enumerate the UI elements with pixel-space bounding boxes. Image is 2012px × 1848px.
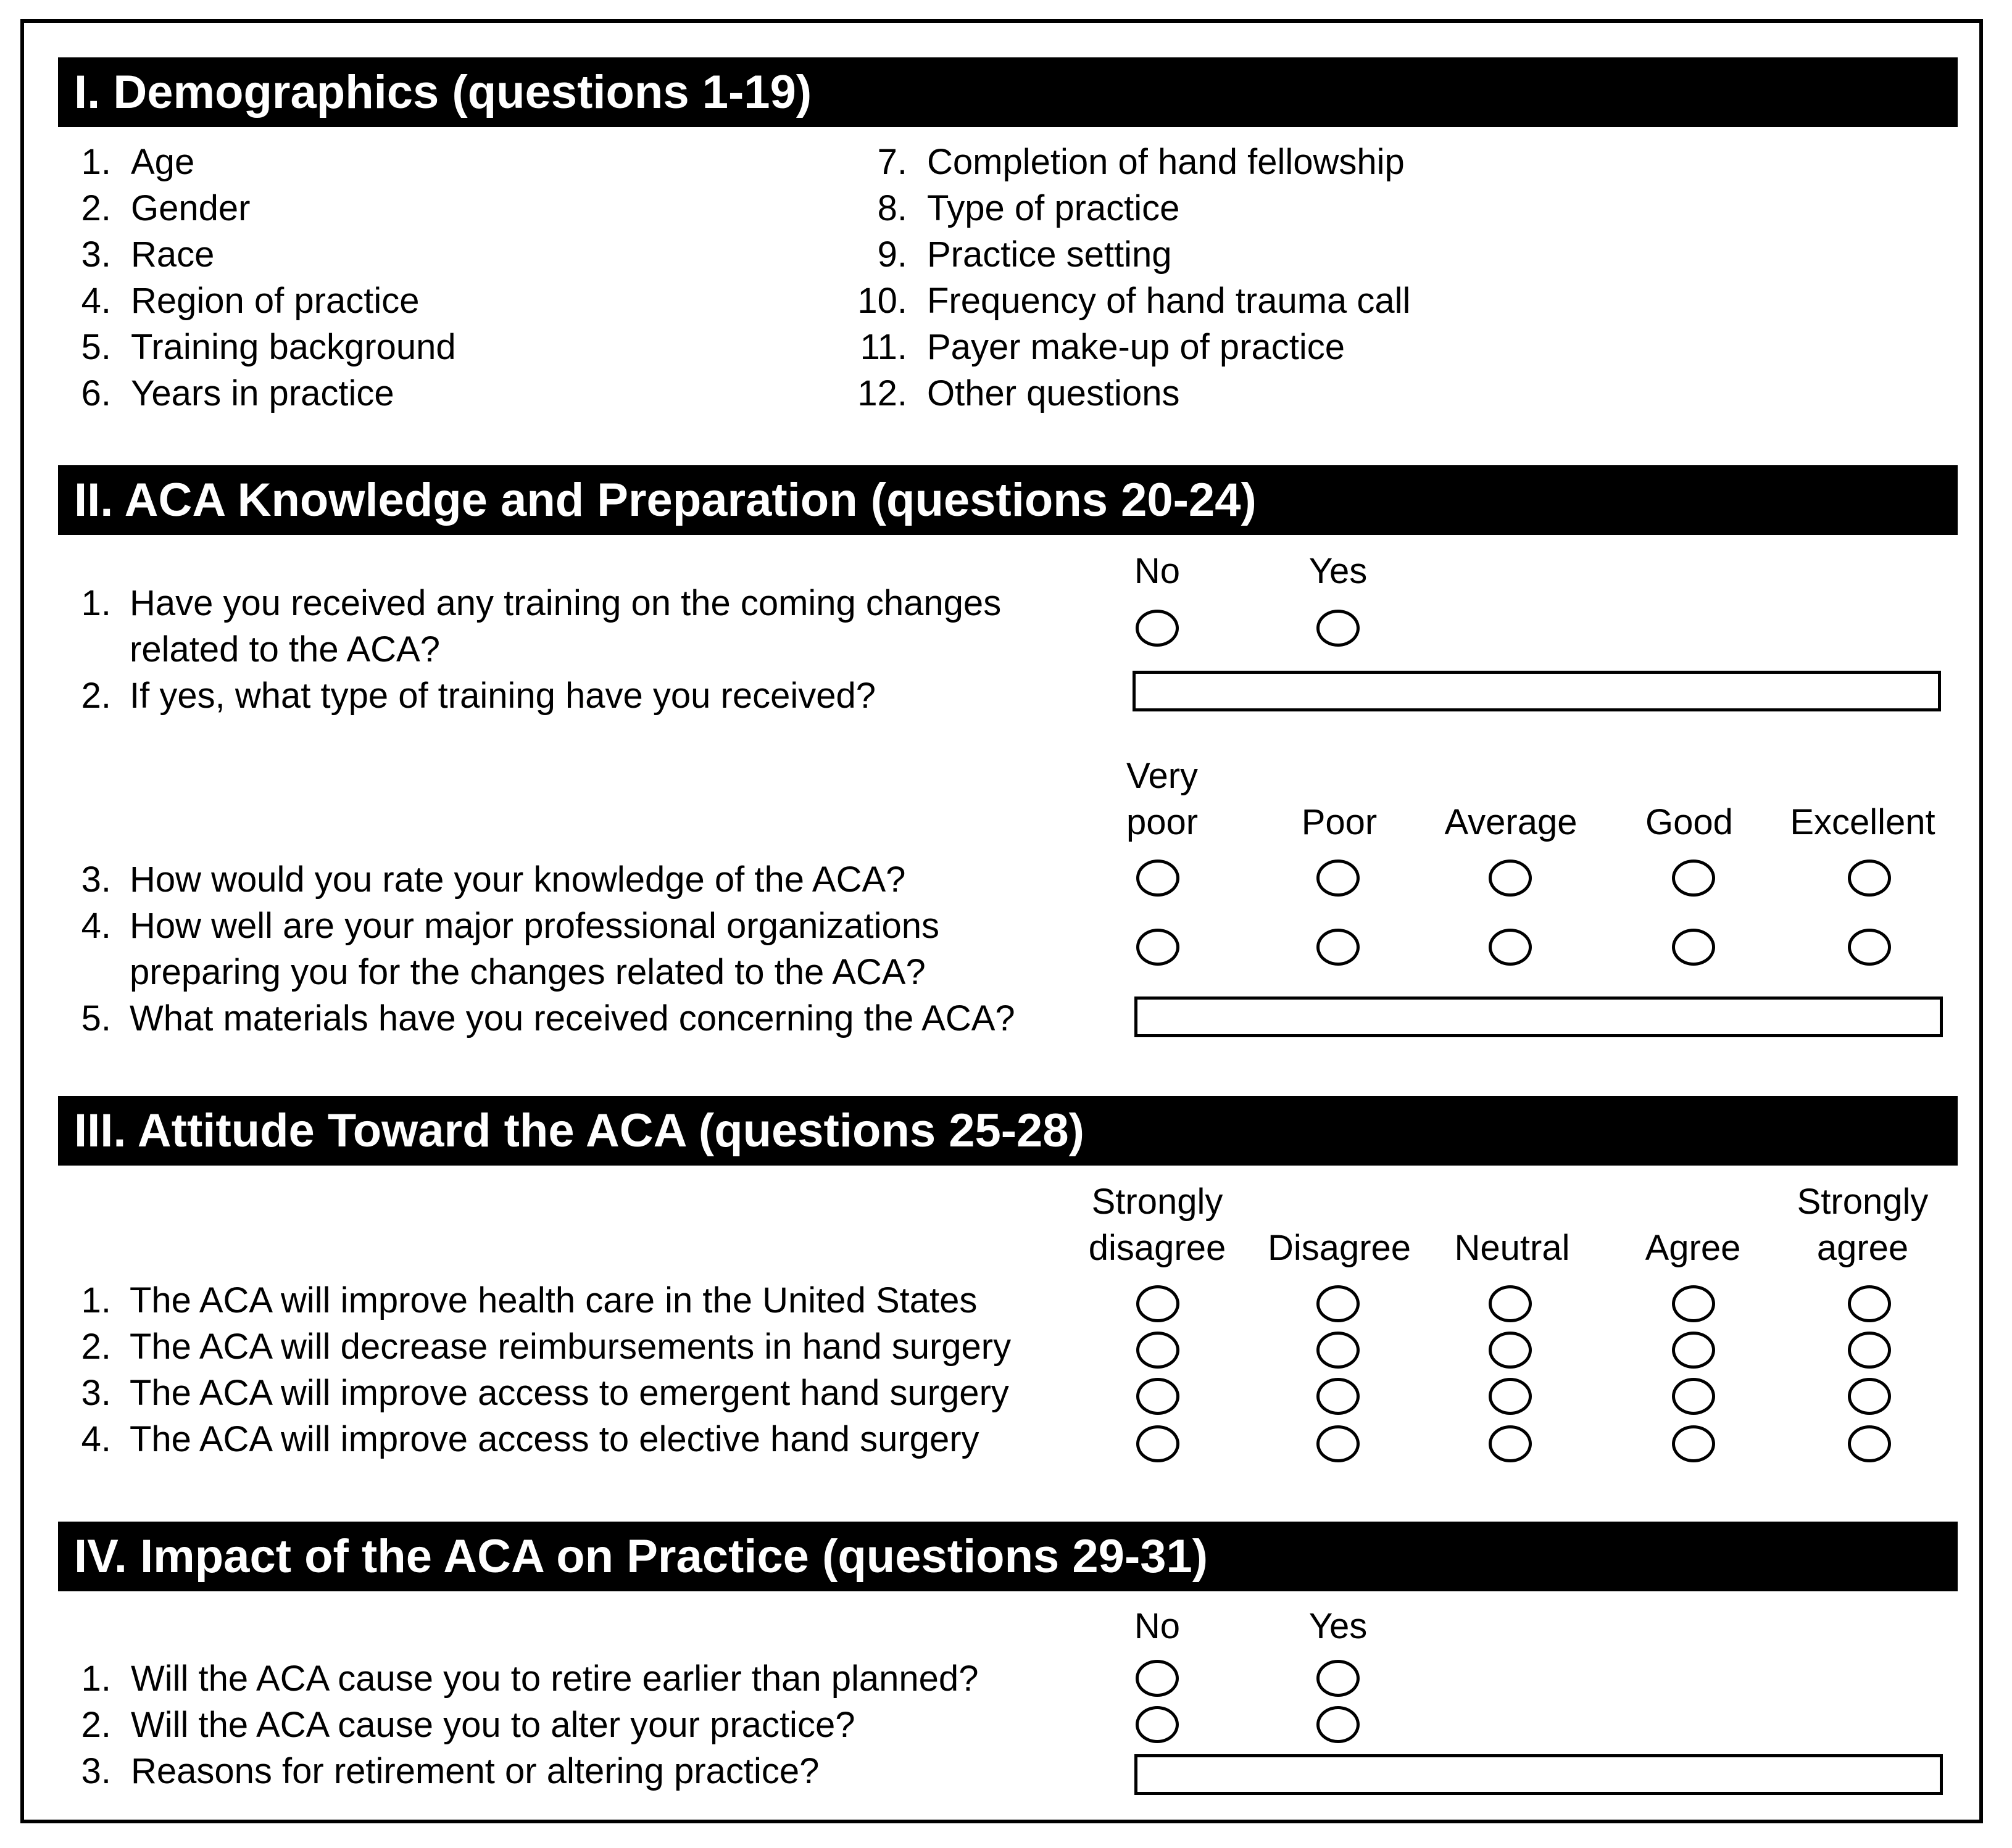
question-text: The ACA will improve access to emergent hand surgery (130, 1373, 1009, 1413)
question-number: 3. (81, 1373, 111, 1413)
question-number: 1. (81, 583, 111, 623)
radio-average[interactable] (1489, 929, 1532, 966)
demo-item: Race (131, 234, 215, 275)
column-header-strongly-agree: agree (1816, 1228, 1909, 1268)
section-4-header: IV. Impact of the ACA on Practice (questions 29-31) (58, 1522, 1958, 1591)
radio-strongly-disagree[interactable] (1136, 1332, 1179, 1369)
demo-item-number: 1. (81, 142, 111, 182)
radio-average[interactable] (1489, 860, 1532, 897)
radio-strongly-agree[interactable] (1848, 1285, 1891, 1322)
question-text: If yes, what type of training have you received? (130, 676, 876, 716)
radio-yes[interactable] (1316, 610, 1360, 647)
column-header-yes: Yes (1308, 551, 1368, 591)
demo-item: Region of practice (131, 281, 420, 321)
question-number: 2. (81, 676, 111, 716)
demo-item: Completion of hand fellowship (927, 142, 1405, 182)
radio-agree[interactable] (1672, 1332, 1715, 1369)
radio-neutral[interactable] (1489, 1425, 1532, 1462)
column-header-strongly: Strongly (1091, 1182, 1223, 1222)
radio-neutral[interactable] (1489, 1332, 1532, 1369)
column-header-very: Very (1126, 756, 1199, 796)
question-number: 4. (81, 1419, 111, 1459)
column-header-average: Average (1444, 802, 1578, 842)
section-3-header: III. Attitude Toward the ACA (questions 25-28) (58, 1096, 1958, 1166)
section-1-header: I. Demographics (questions 1-19) (58, 57, 1958, 127)
radio-poor[interactable] (1316, 860, 1360, 897)
question-number: 1. (81, 1280, 111, 1320)
column-header-neutral: Neutral (1454, 1228, 1570, 1268)
radio-agree[interactable] (1672, 1425, 1715, 1462)
question-text: Will the ACA cause you to alter your practice? (131, 1705, 855, 1745)
column-header-good: Good (1645, 802, 1733, 842)
radio-no[interactable] (1136, 1660, 1179, 1697)
demo-item: Type of practice (927, 188, 1180, 228)
demo-item: Training background (131, 327, 456, 367)
question-number: 3. (81, 1751, 111, 1791)
demo-item-number: 11. (860, 327, 907, 367)
section-2-header: II. ACA Knowledge and Preparation (questions 20-24) (58, 465, 1958, 535)
radio-disagree[interactable] (1316, 1332, 1360, 1369)
demo-item: Practice setting (927, 234, 1172, 275)
question-text-continued: related to the ACA? (130, 629, 440, 669)
radio-disagree[interactable] (1316, 1378, 1360, 1415)
radio-neutral[interactable] (1489, 1378, 1532, 1415)
reasons-input[interactable] (1134, 1754, 1943, 1795)
radio-good[interactable] (1672, 860, 1715, 897)
demo-item-number: 9. (877, 234, 907, 275)
demo-item-number: 6. (81, 373, 111, 413)
radio-strongly-agree[interactable] (1848, 1425, 1891, 1462)
radio-poor[interactable] (1316, 929, 1360, 966)
radio-agree[interactable] (1672, 1285, 1715, 1322)
radio-strongly-disagree[interactable] (1136, 1378, 1179, 1415)
radio-excellent[interactable] (1848, 860, 1891, 897)
radio-no[interactable] (1136, 1706, 1179, 1743)
demo-item-number: 10. (857, 281, 907, 321)
materials-input[interactable] (1134, 997, 1943, 1037)
question-text: How would you rate your knowledge of the ACA? (130, 860, 906, 900)
column-header-no: No (1134, 1606, 1181, 1646)
column-header-very-poor: poor (1126, 802, 1199, 842)
question-number: 2. (81, 1327, 111, 1367)
radio-very-poor[interactable] (1136, 929, 1179, 966)
demo-item-number: 12. (857, 373, 907, 413)
column-header-strongly: Strongly (1797, 1182, 1929, 1222)
demo-item: Gender (131, 188, 251, 228)
question-number: 5. (81, 998, 111, 1038)
question-text: How well are your major professional organizations (130, 906, 940, 946)
radio-agree[interactable] (1672, 1378, 1715, 1415)
question-text: The ACA will improve health care in the United States (130, 1280, 978, 1320)
demo-item-number: 3. (81, 234, 111, 275)
radio-no[interactable] (1136, 610, 1179, 647)
column-header-agree: Agree (1645, 1228, 1741, 1268)
demo-item: Frequency of hand trauma call (927, 281, 1411, 321)
radio-strongly-agree[interactable] (1848, 1378, 1891, 1415)
demo-item: Other questions (927, 373, 1180, 413)
question-text: Will the ACA cause you to retire earlier than planned? (131, 1659, 979, 1699)
radio-good[interactable] (1672, 929, 1715, 966)
radio-strongly-disagree[interactable] (1136, 1425, 1179, 1462)
radio-excellent[interactable] (1848, 929, 1891, 966)
demo-item-number: 7. (877, 142, 907, 182)
column-header-strongly-disagree: disagree (1088, 1228, 1226, 1268)
radio-yes[interactable] (1316, 1706, 1360, 1743)
radio-disagree[interactable] (1316, 1425, 1360, 1462)
radio-neutral[interactable] (1489, 1285, 1532, 1322)
question-number: 1. (81, 1659, 111, 1699)
radio-very-poor[interactable] (1136, 860, 1179, 897)
question-text: Have you received any training on the coming changes (130, 583, 1002, 623)
question-text: The ACA will decrease reimbursements in hand surgery (130, 1327, 1012, 1367)
demo-item-number: 5. (81, 327, 111, 367)
question-number: 2. (81, 1705, 111, 1745)
question-number: 4. (81, 906, 111, 946)
radio-yes[interactable] (1316, 1660, 1360, 1697)
question-text: Reasons for retirement or altering practice? (131, 1751, 820, 1791)
column-header-excellent: Excellent (1790, 802, 1935, 842)
question-number: 3. (81, 860, 111, 900)
question-text: What materials have you received concerning the ACA? (130, 998, 1015, 1038)
demo-item: Payer make-up of practice (927, 327, 1345, 367)
demo-item-number: 8. (877, 188, 907, 228)
column-header-disagree: Disagree (1267, 1228, 1411, 1268)
radio-strongly-agree[interactable] (1848, 1332, 1891, 1369)
question-text: The ACA will improve access to elective hand surgery (130, 1419, 979, 1459)
column-header-yes: Yes (1308, 1606, 1368, 1646)
question-text-continued: preparing you for the changes related to the ACA? (130, 952, 926, 992)
radio-strongly-disagree[interactable] (1136, 1285, 1179, 1322)
column-header-no: No (1134, 551, 1181, 591)
radio-disagree[interactable] (1316, 1285, 1360, 1322)
demo-item-number: 4. (81, 281, 111, 321)
demo-item-number: 2. (81, 188, 111, 228)
training-type-input[interactable] (1133, 671, 1941, 711)
demo-item: Years in practice (131, 373, 394, 413)
demo-item: Age (131, 142, 195, 182)
column-header-poor: Poor (1301, 802, 1378, 842)
